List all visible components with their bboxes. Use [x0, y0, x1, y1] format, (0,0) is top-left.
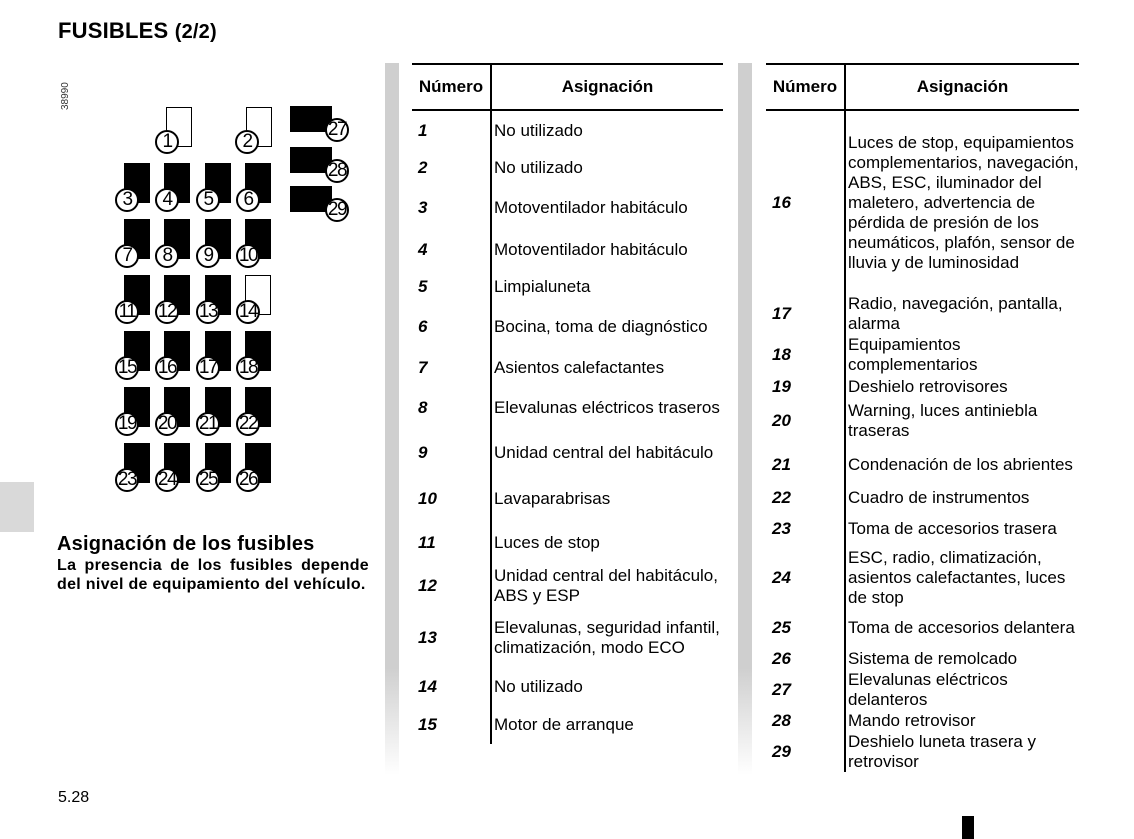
fuse-table-right — [766, 63, 1079, 772]
fuse-assignment: Deshielo luneta trasera y retrovisor — [845, 732, 1079, 772]
fuse-assignment: Elevalunas eléctricos traseros — [491, 386, 723, 430]
table-row — [412, 150, 723, 186]
fuse-number: 26 — [772, 649, 791, 668]
table-row — [766, 444, 1079, 486]
table-row — [766, 548, 1079, 608]
page-number: 5.28 — [58, 789, 90, 806]
table-row — [766, 710, 1079, 732]
fuse-label: 15 — [115, 356, 139, 380]
fuse-label: 8 — [155, 244, 179, 268]
fuse-number: 12 — [418, 576, 437, 595]
fuse-assignment: No utilizado — [491, 110, 723, 150]
table-row — [766, 670, 1079, 710]
fuse-number: 23 — [772, 519, 791, 538]
fuse-number: 19 — [772, 377, 791, 396]
table-row — [412, 668, 723, 706]
table-row — [766, 486, 1079, 510]
section-heading: Asignación de los fusibles — [57, 533, 315, 555]
fuse-number: 28 — [772, 711, 791, 730]
fuse-assignment: Motor de arranque — [491, 706, 723, 744]
fuse-number: 7 — [418, 358, 428, 377]
fuse-number: 3 — [418, 198, 428, 217]
header-asignacion: Asignación — [845, 64, 1079, 110]
fuse-assignment: Equipamientos complementarios — [845, 334, 1079, 376]
fuse-assignment: Asientos calefactantes — [491, 350, 723, 386]
table-row — [412, 476, 723, 522]
title-suffix: (2/2) — [174, 21, 217, 43]
fuse-number: 24 — [772, 568, 791, 587]
fuse-label: 7 — [115, 244, 139, 268]
fuse-number: 14 — [418, 677, 437, 696]
fuse-label: 4 — [155, 188, 179, 212]
fuse-label: 28 — [325, 159, 349, 183]
column-divider-left — [385, 63, 399, 775]
fuse-label: 6 — [236, 188, 260, 212]
table-row — [412, 304, 723, 350]
fuse-number: 29 — [772, 742, 791, 761]
title-text: FUSIBLES — [58, 18, 169, 43]
fuse-number: 5 — [418, 277, 428, 296]
fuse-assignment: Unidad central del habitáculo — [491, 430, 723, 476]
fuse-label: 16 — [155, 356, 179, 380]
fuse-number: 25 — [772, 618, 791, 637]
fuse-assignment: Toma de accesorios delantera — [845, 608, 1079, 648]
table-row — [766, 376, 1079, 398]
fuse-label: 24 — [155, 468, 179, 492]
fuse-number: 17 — [772, 304, 791, 323]
fuse-number: 1 — [418, 120, 428, 140]
fuse-assignment: Toma de accesorios trasera — [845, 510, 1079, 548]
table-row — [412, 110, 723, 150]
table-row — [766, 732, 1079, 772]
header-numero: Número — [418, 77, 484, 96]
fuse-label: 12 — [155, 300, 179, 324]
page-edge-marker — [962, 816, 974, 839]
table-row — [766, 648, 1079, 670]
fuse-label: 27 — [325, 118, 349, 142]
fuse-number: 10 — [418, 489, 437, 508]
fuse-label: 29 — [325, 198, 349, 222]
fuse-number: 27 — [772, 680, 791, 699]
fuse-assignment: Warning, luces antiniebla traseras — [845, 398, 1079, 444]
table-row — [766, 608, 1079, 648]
fuse-number: 2 — [418, 158, 428, 177]
fuse-assignment: ESC, radio, climatización, asientos calefactantes, luces de stop — [845, 548, 1079, 608]
fuse-assignment: Limpialuneta — [491, 270, 723, 304]
header-asignacion: Asignación — [491, 64, 723, 110]
table-row — [766, 398, 1079, 444]
fuse-number: 22 — [772, 488, 791, 507]
fuse-label: 23 — [115, 468, 139, 492]
fuse-assignment: Motoventilador habitáculo — [491, 230, 723, 270]
table-row — [412, 386, 723, 430]
table-header-row — [412, 64, 723, 110]
fuse-label: 21 — [196, 412, 220, 436]
fuse-label: 22 — [236, 412, 260, 436]
header-numero: Número — [772, 77, 838, 96]
table-row — [412, 270, 723, 304]
fuse-label: 20 — [155, 412, 179, 436]
fuse-number: 6 — [418, 317, 428, 336]
fuse-label: 5 — [196, 188, 220, 212]
table-row — [412, 350, 723, 386]
fuse-number: 4 — [418, 240, 428, 259]
fuse-assignment: Elevalunas, seguridad infantil, climatización, modo ECO — [491, 608, 723, 668]
table-row — [412, 706, 723, 744]
fuse-assignment: No utilizado — [491, 150, 723, 186]
fuse-label: 9 — [196, 244, 220, 268]
table-row — [412, 430, 723, 476]
table-row — [766, 334, 1079, 376]
fuse-assignment: Deshielo retrovisores — [845, 376, 1079, 398]
fuse-assignment: Motoventilador habitáculo — [491, 186, 723, 230]
fuse-assignment: Bocina, toma de diagnóstico — [491, 304, 723, 350]
fuse-label: 10 — [236, 244, 260, 268]
fuse-assignment: Unidad central del habitáculo, ABS y ESP — [491, 564, 723, 608]
fuse-label: 25 — [196, 468, 220, 492]
fuse-assignment: No utilizado — [491, 668, 723, 706]
table-row — [412, 564, 723, 608]
fuse-assignment: Luces de stop — [491, 522, 723, 564]
column-divider-right — [738, 63, 752, 775]
fuse-number: 11 — [418, 533, 436, 552]
fuse-number: 20 — [772, 411, 791, 430]
fuse-box-diagram — [0, 0, 380, 500]
fuse-number: 9 — [418, 443, 428, 462]
fuse-number: 8 — [418, 398, 428, 417]
fuse-label: 19 — [115, 412, 139, 436]
figure-code: 38990 — [60, 82, 71, 110]
table-row — [766, 110, 1079, 294]
fuse-label: 11 — [115, 300, 139, 324]
table-row — [412, 230, 723, 270]
fuse-number: 18 — [772, 345, 791, 364]
chapter-side-tab — [0, 482, 34, 532]
fuse-number: 15 — [418, 715, 437, 734]
fuse-number: 16 — [772, 192, 791, 212]
table-header-row — [766, 64, 1079, 110]
fuse-table-left — [412, 63, 723, 744]
table-row — [766, 294, 1079, 334]
fuse-label: 13 — [196, 300, 220, 324]
fuse-label: 3 — [115, 188, 139, 212]
fuse-assignment: Condenación de los abrientes — [845, 444, 1079, 486]
table-row — [766, 510, 1079, 548]
fuse-assignment: Lavaparabrisas — [491, 476, 723, 522]
fuse-assignment: Luces de stop, equipamientos complementarios, navegación, ABS, ESC, iluminador del maletero, advertencia de pérdida de presión de los neumáticos, plafón, sensor de lluvia y de luminosidad — [845, 110, 1079, 294]
fuse-label: 17 — [196, 356, 220, 380]
table-row — [412, 186, 723, 230]
fuse-assignment: Elevalunas eléctricos delanteros — [845, 670, 1079, 710]
fuse-label: 26 — [236, 468, 260, 492]
fuse-number: 13 — [418, 628, 437, 647]
fuse-assignment: Mando retrovisor — [845, 710, 1079, 732]
fuse-label: 1 — [155, 130, 179, 154]
section-note: La presencia de los fusibles depende del nivel de equipamiento del vehículo. — [57, 557, 369, 593]
fuse-label: 2 — [235, 130, 259, 154]
fuse-label: 14 — [236, 300, 260, 324]
fuse-assignment: Sistema de remolcado — [845, 648, 1079, 670]
table-row — [412, 608, 723, 668]
fuse-number: 21 — [772, 455, 791, 474]
table-row — [412, 522, 723, 564]
fuse-assignment: Cuadro de instrumentos — [845, 486, 1079, 510]
fuse-assignment: Radio, navegación, pantalla, alarma — [845, 294, 1079, 334]
fuse-label: 18 — [236, 356, 260, 380]
